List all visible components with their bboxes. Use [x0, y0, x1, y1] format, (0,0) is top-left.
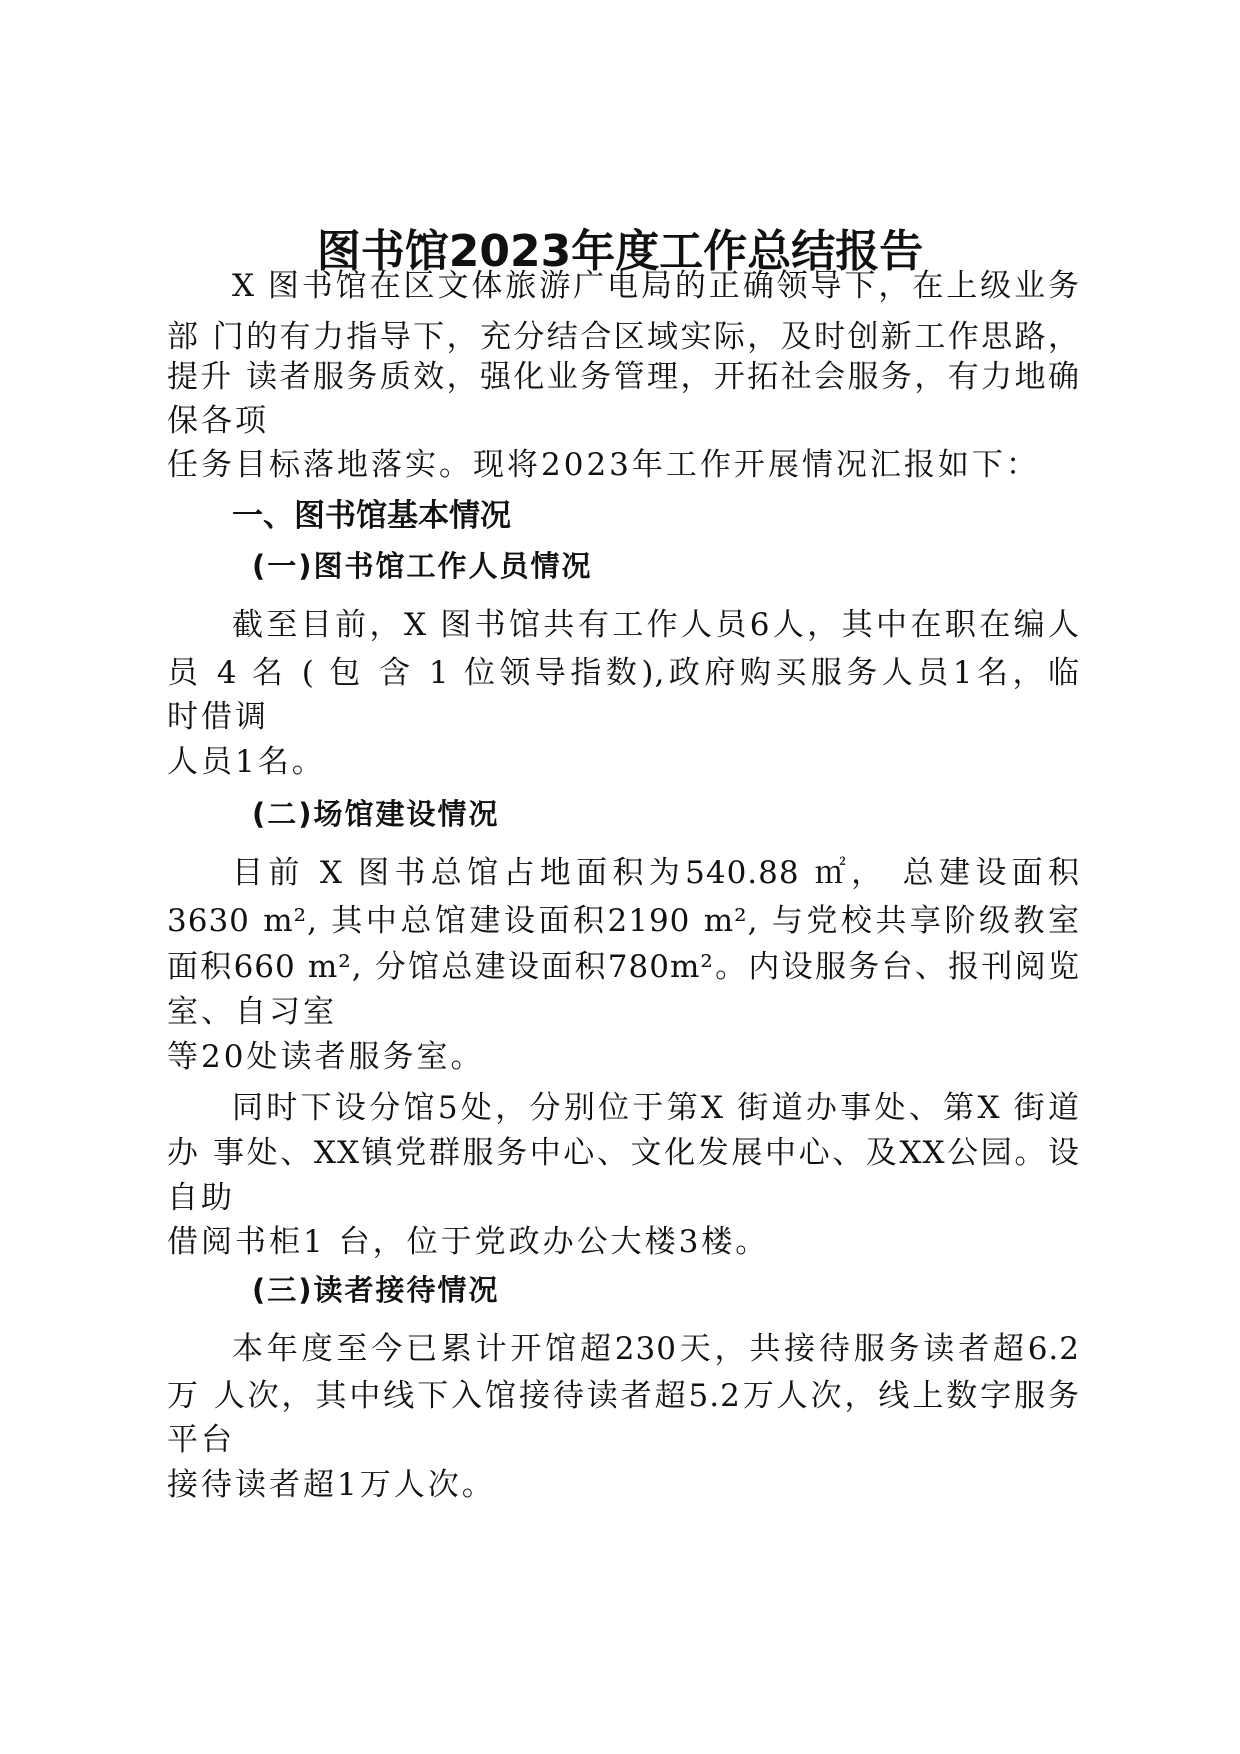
staff-line-1: 截至目前，X 图书馆共有工作人员6人，其中在职在编人	[232, 607, 1080, 643]
subsection-heading-readers: (三)读者接待情况	[252, 1273, 500, 1307]
subsection-heading-venue: (二)场馆建设情况	[252, 797, 500, 831]
intro-line-3: 提升 读者服务质效，强化业务管理，开拓社会服务，有力地确	[167, 359, 1080, 395]
section-heading-basic-info: 一、图书馆基本情况	[232, 498, 511, 534]
staff-line-3: 时借调	[167, 699, 269, 735]
venue-p1-line-5: 等20处读者服务室。	[167, 1039, 485, 1075]
venue-p1-line-4: 室、自习室	[167, 994, 337, 1030]
subsection-heading-staff: (一)图书馆工作人员情况	[252, 549, 593, 583]
venue-p1-line-3: 面积660 m², 分馆总建设面积780m²。内设服务台、报刊阅览	[167, 949, 1080, 985]
intro-line-2: 部 门的有力指导下，充分结合区域实际，及时创新工作思路，	[167, 319, 1080, 355]
venue-p1-line-1: 目前 X 图书总馆占地面积为540.88 ㎡， 总建设面积	[232, 855, 1080, 891]
venue-p2-line-2: 办 事处、XX镇党群服务中心、文化发展中心、及XX公园。设	[167, 1135, 1080, 1171]
staff-line-2: 员 4 名 ( 包 含 1 位领导指数),政府购买服务人员1名，临	[167, 655, 1080, 691]
intro-line-5: 任务目标落地落实。现将2023年工作开展情况汇报如下：	[167, 447, 1040, 483]
readers-line-2: 万 人次，其中线下入馆接待读者超5.2万人次，线上数字服务	[167, 1378, 1080, 1414]
readers-line-3: 平台	[167, 1422, 235, 1458]
readers-line-4: 接待读者超1万人次。	[167, 1467, 496, 1503]
venue-p2-line-1: 同时下设分馆5处，分别位于第X 街道办事处、第X 街道	[232, 1090, 1080, 1126]
readers-line-1: 本年度至今已累计开馆超230天，共接待服务读者超6.2	[232, 1331, 1080, 1367]
venue-p2-line-3: 自助	[167, 1180, 235, 1216]
venue-p1-line-2: 3630 m², 其中总馆建设面积2190 m², 与党校共享阶级教室	[167, 903, 1080, 939]
intro-line-4: 保各项	[167, 403, 269, 439]
staff-line-4: 人员1名。	[167, 744, 326, 780]
venue-p2-line-4: 借阅书柜1 台，位于党政办公大楼3楼。	[167, 1224, 770, 1260]
intro-line-1: X 图书馆在区文体旅游广电局的正确领导下，在上级业务	[232, 268, 1080, 304]
document-title: 图书馆2023年度工作总结报告	[316, 226, 924, 277]
